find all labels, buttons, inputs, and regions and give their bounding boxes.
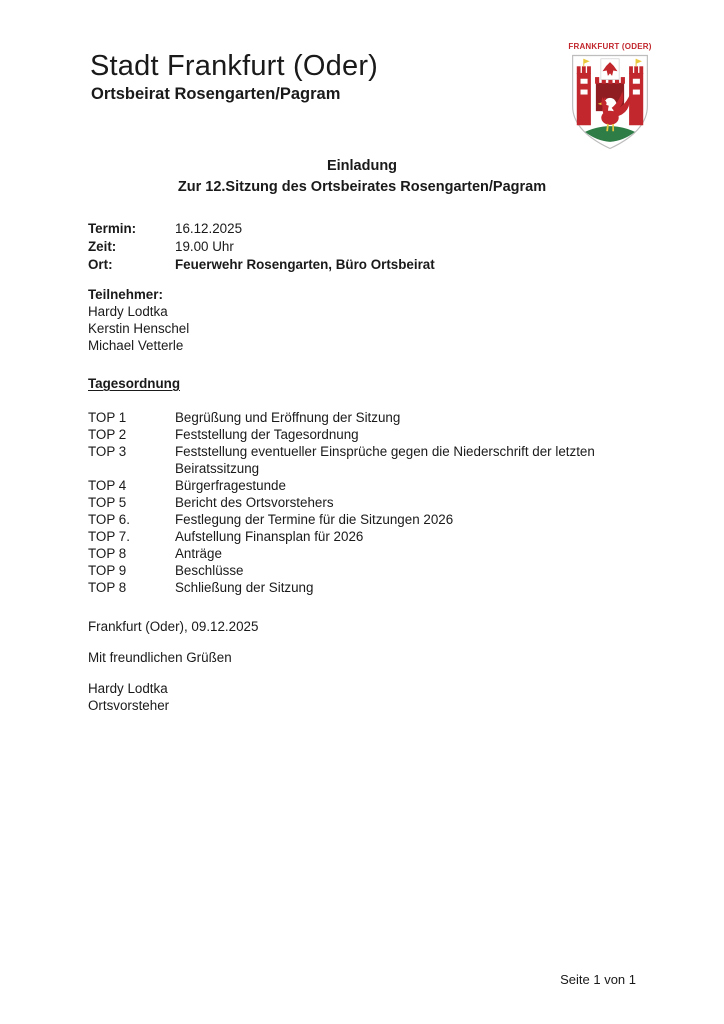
agenda-item-text: Feststellung der Tagesordnung [175,427,359,442]
meta-label: Termin: [88,221,137,236]
signer-name: Hardy Lodtka [88,681,168,696]
page-number: Seite 1 von 1 [560,972,636,987]
agenda-list [88,409,648,596]
agenda-item-text: Beschlüsse [175,563,244,578]
agenda-top-number: TOP 4 [88,478,127,493]
agenda-item [88,409,648,426]
signature-block [88,680,169,714]
agenda-top-number: TOP 7. [88,529,130,544]
meta-label: Ort: [88,257,113,272]
meta-row-zeit [88,238,435,256]
closing-greeting: Mit freundlichen Grüßen [88,650,232,665]
agenda-top-number: TOP 1 [88,410,127,425]
agenda-item-text: Anträge [175,546,222,561]
meta-row-termin [88,220,435,238]
meta-label: Zeit: [88,239,117,254]
meta-value: Feuerwehr Rosengarten, Büro Ortsbeirat [175,257,435,272]
agenda-item-text: Bericht des Ortsvorstehers [175,495,334,510]
crest-caption: FRANKFURT (ODER) [568,42,652,51]
agenda-item [88,443,648,477]
participants-section [88,286,189,354]
meta-value: 16.12.2025 [175,221,243,236]
agenda-item [88,545,648,562]
agenda-item-text: Schließung der Sitzung [175,580,314,595]
participant-name: Kerstin Henschel [88,321,190,336]
letterhead [90,50,378,104]
agenda-top-number: TOP 8 [88,546,127,561]
participant-name: Hardy Lodtka [88,304,168,319]
signer-role: Ortsvorsteher [88,698,170,713]
participant-name: Michael Vetterle [88,338,184,353]
agenda-heading: Tagesordnung [88,376,180,391]
agenda-item-text: Bürgerfragestunde [175,478,286,493]
agenda-item-text: Aufstellung Finansplan für 2026 [175,529,364,544]
agenda-item-text: Feststellung eventueller Einsprüche gegen die Niederschrift der letzten Beiratssitzung [175,444,595,476]
place-and-date: Frankfurt (Oder), 09.12.2025 [88,619,259,634]
agenda-item [88,426,648,443]
participants-label: Teilnehmer: [88,287,163,302]
agenda-top-number: TOP 8 [88,580,127,595]
page-subtitle: Ortsbeirat Rosengarten/Pagram [91,85,341,103]
agenda-top-number: TOP 5 [88,495,127,510]
invitation-line2: Zur 12.Sitzung des Ortsbeirates Rosengarten/Pagram [177,179,547,195]
agenda-item [88,494,648,511]
meeting-meta [88,220,435,274]
agenda-top-number: TOP 3 [88,444,127,459]
agenda-top-number: TOP 9 [88,563,127,578]
city-crest [564,42,656,151]
agenda-item [88,477,648,494]
meta-row-ort [88,256,435,274]
agenda-item [88,511,648,528]
agenda-item [88,528,648,545]
agenda-item-text: Begrüßung und Eröffnung der Sitzung [175,410,401,425]
agenda-item-text: Festlegung der Termine für die Sitzungen 2026 [175,512,454,527]
invitation-line1: Einladung [326,158,398,174]
page-title: Stadt Frankfurt (Oder) [90,50,379,82]
agenda-top-number: TOP 2 [88,427,127,442]
agenda-top-number: TOP 6. [88,512,130,527]
agenda-item [88,579,648,596]
crest-shield-icon [568,53,652,151]
agenda-item [88,562,648,579]
invitation-title [0,156,724,198]
meta-value: 19.00 Uhr [175,239,234,254]
